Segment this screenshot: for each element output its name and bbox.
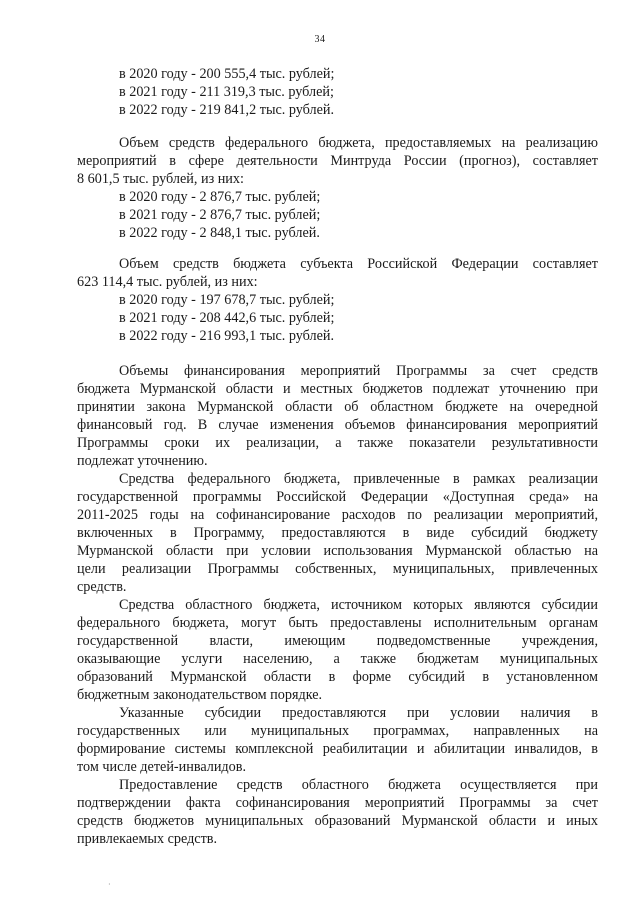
p5-line-2: подтверждении факта софинансирования мероприятий Программы за счет (77, 795, 598, 811)
p2-line-3: 2011-2025 годы на софинансирование расходов по реализации мероприятий, (77, 507, 598, 523)
p3-line-1: Средства областного бюджета, источником которых являются субсидии (119, 597, 598, 613)
regional-year-2021: в 2021 году - 208 442,6 тыс. рублей; (119, 310, 335, 326)
p3-line-5: образований Мурманской области в форме субсидий в установленном (77, 669, 598, 685)
scan-artifact-mark: · (108, 880, 111, 889)
p4-line-4: том числе детей-инвалидов. (77, 759, 246, 775)
p2-line-7: средств. (77, 579, 127, 595)
p3-line-6: бюджетным законодательством порядке. (77, 687, 323, 703)
p5-line-3: средств бюджетов муниципальных образований Мурманской области и иных (77, 813, 598, 829)
p3-line-2: федерального бюджета, могут быть предоставлены исполнительным органам (77, 615, 598, 631)
p1-line-6: подлежат уточнению. (77, 453, 208, 469)
p2-line-5: Мурманской области при условии использования Мурманской областью на (77, 543, 598, 559)
p3-line-3: государственной власти, имеющим подведомственные учреждения, (77, 633, 598, 649)
regional-year-2020: в 2020 году - 197 678,7 тыс. рублей; (119, 292, 335, 308)
federal-year-2021: в 2021 году - 2 876,7 тыс. рублей; (119, 207, 321, 223)
p2-line-6: цели реализации Программы собственных, муниципальных, привлеченных (77, 561, 598, 577)
year-line-2021: в 2021 году - 211 319,3 тыс. рублей; (119, 84, 334, 100)
p5-line-4: привлекаемых средств. (77, 831, 218, 847)
federal-line-1: Объем средств федерального бюджета, предоставляемых на реализацию (119, 135, 598, 151)
p1-line-2: бюджета Мурманской области и местных бюджетов подлежат уточнению при (77, 381, 598, 397)
p1-line-4: финансовый год. В случае изменения объемов финансирования мероприятий (77, 417, 598, 433)
regional-line-1: Объем средств бюджета субъекта Российской Федерации составляет (119, 256, 598, 272)
p2-line-2: государственной программы Российской Федерации «Доступная среда» на (77, 489, 598, 505)
p4-line-3: формирование системы комплексной реабилитации и абилитации инвалидов, в (77, 741, 598, 757)
federal-year-2020: в 2020 году - 2 876,7 тыс. рублей; (119, 189, 321, 205)
p4-line-2: государственных или муниципальных программах, направленных на (77, 723, 598, 739)
p3-line-4: оказывающие услуги населению, а также бюджетам муниципальных (77, 651, 598, 667)
year-line-2020: в 2020 году - 200 555,4 тыс. рублей; (119, 66, 335, 82)
page-number: 34 (314, 34, 326, 45)
p2-line-1: Средства федерального бюджета, привлеченные в рамках реализации (119, 471, 598, 487)
p1-line-1: Объемы финансирования мероприятий Программы за счет средств (119, 363, 598, 379)
p1-line-3: принятии закона Мурманской области об областном бюджете на очередной (77, 399, 598, 415)
p5-line-1: Предоставление средств областного бюджета осуществляется при (119, 777, 598, 793)
year-line-2022: в 2022 году - 219 841,2 тыс. рублей. (119, 102, 335, 118)
p1-line-5: Программы сроки их реализации, а также показатели результативности (77, 435, 598, 451)
regional-line-2: 623 114,4 тыс. рублей, из них: (77, 274, 258, 290)
regional-year-2022: в 2022 году - 216 993,1 тыс. рублей. (119, 328, 335, 344)
p4-line-1: Указанные субсидии предоставляются при условии наличия в (119, 705, 598, 721)
federal-line-2: мероприятий в сфере деятельности Минтруда России (прогноз), составляет (77, 153, 598, 169)
p2-line-4: включенных в Программу, предоставляются в виде субсидий бюджету (77, 525, 598, 541)
federal-year-2022: в 2022 году - 2 848,1 тыс. рублей. (119, 225, 320, 241)
federal-line-3: 8 601,5 тыс. рублей, из них: (77, 171, 244, 187)
